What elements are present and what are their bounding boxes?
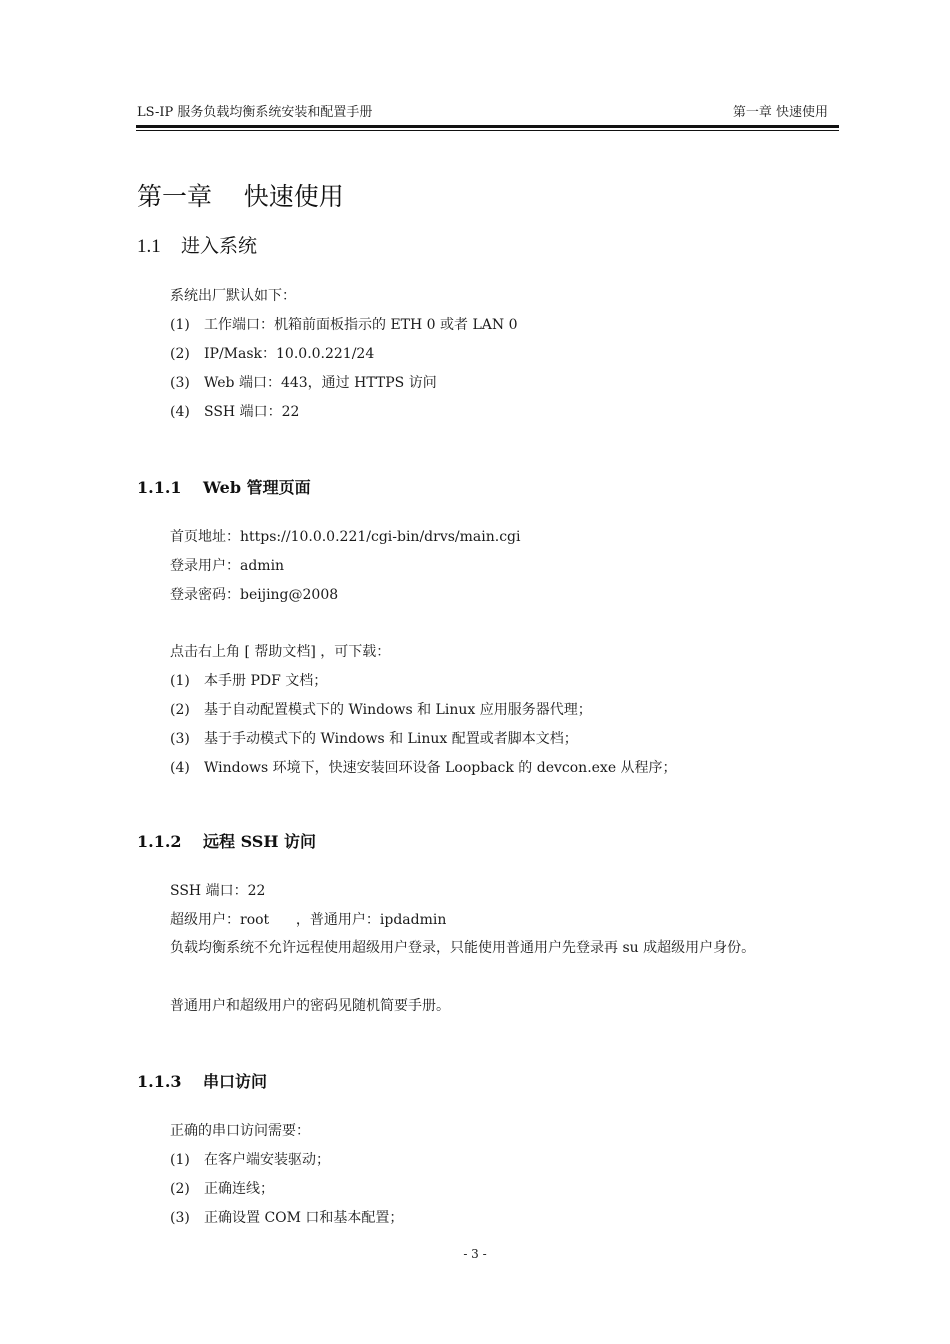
header-rule-thick: [136, 125, 839, 128]
ssh-login-note: 负载均衡系统不允许远程使用超级用户登录，只能使用普通用户先登录再 su 成超级用户身份。: [170, 940, 756, 956]
list-item: [170, 700, 592, 720]
list-item: [170, 315, 518, 335]
list-marker: (3): [170, 731, 190, 747]
subsection-number: 1.1.2: [137, 832, 182, 851]
list-text: Windows 环境下，快速安装回环设备 Loopback 的 devcon.exe 从程序；: [204, 760, 677, 776]
ssh-users: 超级用户：root ，普通用户：ipdadmin: [170, 912, 447, 928]
list-item: [170, 1179, 274, 1199]
list-item: [170, 344, 374, 364]
header-doc-title: LS-IP 服务负载均衡系统安装和配置手册: [137, 105, 373, 120]
list-item: [170, 1150, 330, 1170]
subsection-heading: Web 管理页面: [203, 478, 311, 497]
subsection-title-1-1-2: [137, 830, 316, 854]
list-text: 基于手动模式下的 Windows 和 Linux 配置或者脚本文档；: [204, 731, 578, 747]
home-url: 首页地址：https://10.0.0.221/cgi-bin/drvs/main.cgi: [170, 529, 521, 545]
subsection-number: 1.1.1: [137, 478, 182, 497]
download-intro: 点击右上角 [ 帮助文档] ，可下载：: [170, 644, 391, 660]
list-item: [170, 373, 437, 393]
list-item: [170, 729, 578, 749]
list-marker: (2): [170, 702, 190, 718]
list-marker: (4): [170, 760, 190, 776]
list-text: IP/Mask：10.0.0.221/24: [204, 346, 375, 362]
header-chapter: 第一章 快速使用: [732, 105, 828, 120]
section-number: 1.1: [137, 236, 161, 257]
section-heading: 进入系统: [181, 235, 258, 257]
list-text: 在客户端安装驱动；: [204, 1152, 330, 1168]
login-password: 登录密码：beijing@2008: [170, 587, 339, 603]
serial-intro: 正确的串口访问需要：: [170, 1123, 310, 1139]
list-item: [170, 402, 299, 422]
list-text: 基于自动配置模式下的 Windows 和 Linux 应用服务器代理；: [204, 702, 592, 718]
subsection-title-1-1-1: [137, 476, 311, 500]
header-rule-thin: [136, 130, 839, 131]
chapter-title: 第一章 快速使用: [137, 182, 344, 211]
list-marker: (2): [170, 1181, 190, 1197]
running-header: [137, 103, 838, 123]
list-item: [170, 671, 327, 691]
list-marker: (2): [170, 346, 190, 362]
list-text: 正确连线；: [204, 1181, 274, 1197]
list-text: 工作端口：机箱前面板指示的 ETH 0 或者 LAN 0: [204, 317, 518, 333]
list-marker: (1): [170, 673, 190, 689]
list-text: SSH 端口：22: [204, 404, 300, 420]
list-item: [170, 758, 677, 778]
list-marker: (3): [170, 375, 190, 391]
list-text: 正确设置 COM 口和基本配置；: [204, 1210, 404, 1226]
subsection-heading: 远程 SSH 访问: [203, 832, 317, 851]
section-title-1-1: [137, 232, 257, 261]
login-user: 登录用户：admin: [170, 558, 285, 574]
page-number: - 3 -: [463, 1247, 487, 1261]
list-marker: (1): [170, 1152, 190, 1168]
subsection-heading: 串口访问: [203, 1072, 268, 1091]
list-text: 本手册 PDF 文档；: [204, 673, 328, 689]
list-text: Web 端口：443，通过 HTTPS 访问: [204, 375, 437, 391]
defaults-intro: 系统出厂默认如下：: [170, 288, 296, 304]
subsection-title-1-1-3: [137, 1070, 267, 1094]
password-note: 普通用户和超级用户的密码见随机简要手册。: [170, 998, 450, 1014]
list-item: [170, 1208, 403, 1228]
list-marker: (1): [170, 317, 190, 333]
list-marker: (3): [170, 1210, 190, 1226]
list-marker: (4): [170, 404, 190, 420]
subsection-number: 1.1.3: [137, 1072, 182, 1091]
ssh-port: SSH 端口：22: [170, 883, 266, 899]
